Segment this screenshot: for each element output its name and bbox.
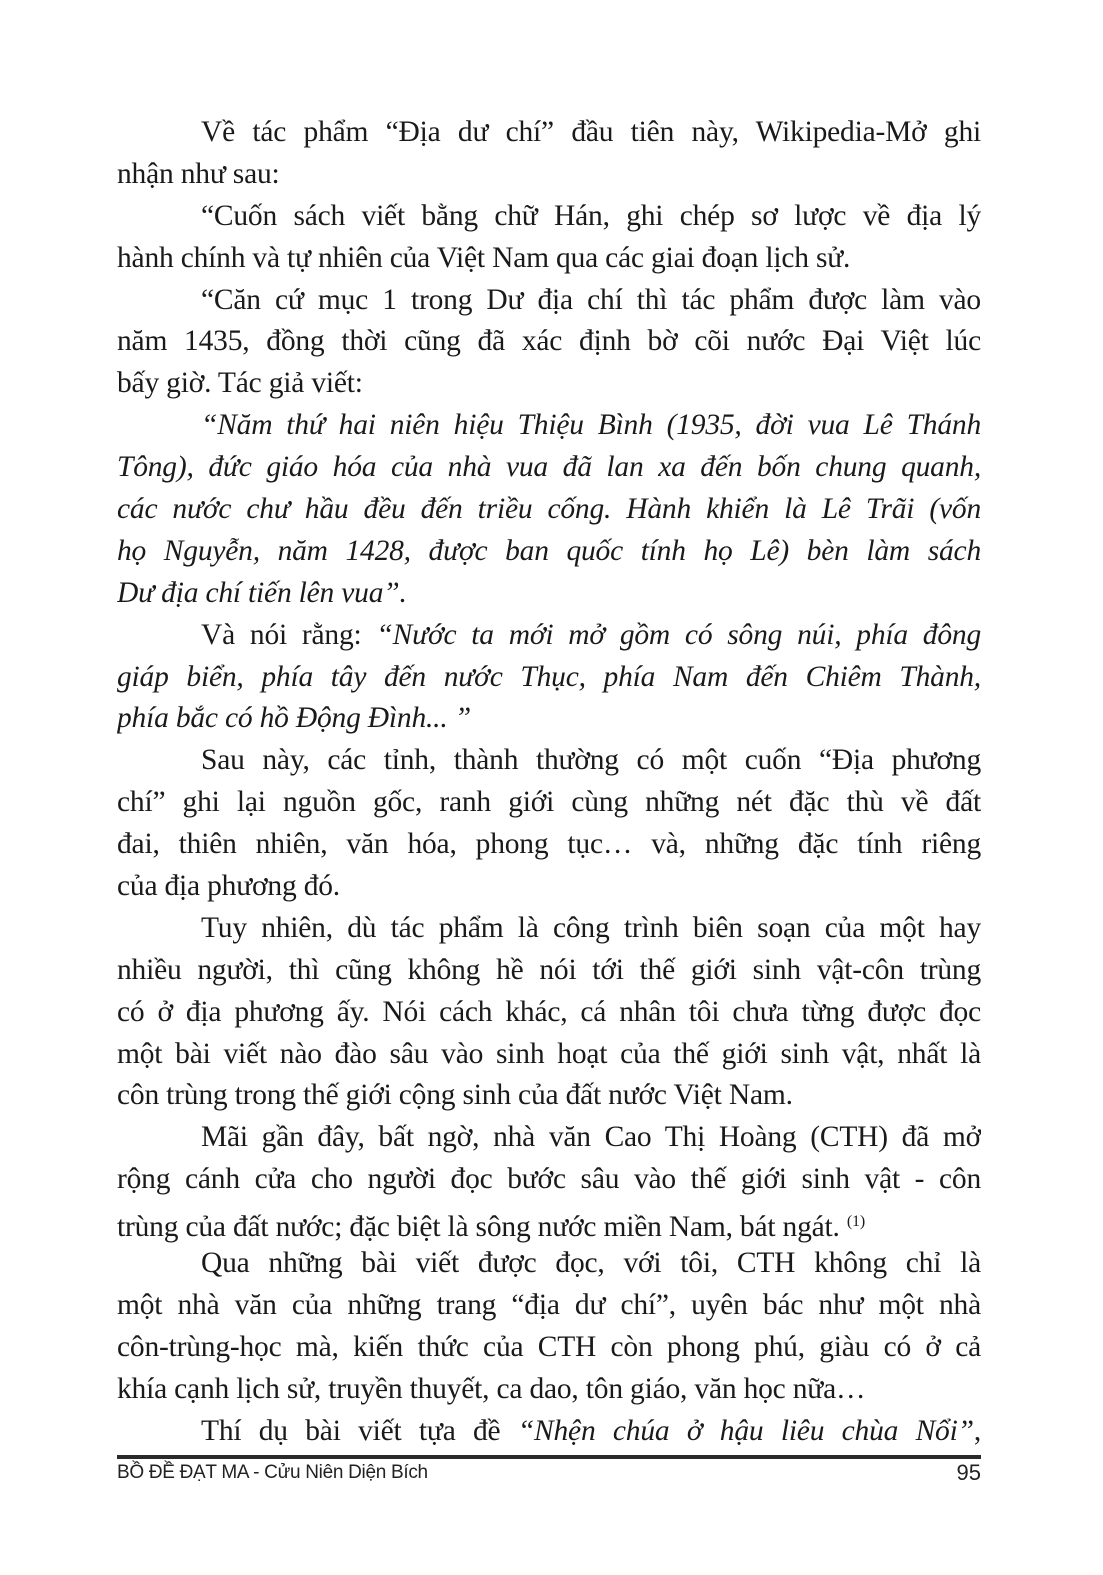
text-line: Mãi gần đây, bất ngờ, nhà văn Cao Thị Hoàng (CTH) đã mở bbox=[201, 1121, 981, 1154]
text-line: nhiều người, thì cũng không hề nói tới thế giới sinh vật-côn trùng bbox=[117, 953, 981, 986]
text-line: Sau này, các tỉnh, thành thường có một cuốn “Địa phương bbox=[201, 744, 981, 777]
footer-divider bbox=[117, 1455, 981, 1459]
text-line: một nhà văn của những trang “địa dư chí”, uyên bác như một nhà bbox=[117, 1288, 981, 1321]
page-footer bbox=[117, 1462, 981, 1490]
text-line: của địa phương đó. bbox=[117, 870, 340, 903]
text-line: “Cuốn sách viết bằng chữ Hán, ghi chép sơ lược về địa lý bbox=[201, 199, 981, 232]
book-title: BỒ ĐỀ ĐẠT MA - Cửu Niên Diện Bích bbox=[117, 1462, 428, 1483]
text-line: một bài viết nào đào sâu vào sinh hoạt của thế giới sinh vật, nhất là bbox=[117, 1037, 981, 1070]
page-number: 95 bbox=[956, 1460, 981, 1485]
text-span: , bbox=[973, 1414, 981, 1447]
text-line: rộng cánh cửa cho người đọc bước sâu vào thế giới sinh vật - côn bbox=[117, 1163, 981, 1196]
footnote-marker[interactable]: (1) bbox=[846, 1213, 865, 1231]
quote-line: Dư địa chí tiến lên vua”. bbox=[117, 576, 407, 609]
quote-line: họ Nguyễn, năm 1428, được ban quốc tính họ Lê) bèn làm sách bbox=[117, 534, 981, 567]
text-line: đai, thiên nhiên, văn hóa, phong tục… và, những đặc tính riêng bbox=[117, 828, 981, 861]
text-line: có ở địa phương ấy. Nói cách khác, cá nhân tôi chưa từng được đọc bbox=[117, 995, 981, 1028]
text-line: Về tác phẩm “Địa dư chí” đầu tiên này, Wikipedia-Mở ghi bbox=[201, 116, 981, 148]
text-line: bấy giờ. Tác giả viết: bbox=[117, 367, 363, 400]
text-line: “Căn cứ mục 1 trong Dư địa chí thì tác phẩm được làm vào bbox=[201, 283, 981, 316]
quote-line: phía bắc có hồ Động Đình... ” bbox=[117, 702, 471, 735]
quote-line: các nước chư hầu đều đến triều cống. Hành khiển là Lê Trãi (vốn bbox=[117, 493, 981, 526]
article-title: “Nhện chúa ở hậu liêu chùa Nổi” bbox=[517, 1414, 974, 1447]
text-line: Qua những bài viết được đọc, với tôi, CTH không chỉ là bbox=[201, 1247, 981, 1280]
text-span: Thí dụ bài viết tựa đề bbox=[201, 1414, 518, 1447]
body-text bbox=[117, 112, 981, 1453]
text-line: chí” ghi lại nguồn gốc, ranh giới cùng những nét đặc thù về đất bbox=[117, 786, 981, 819]
text-line: nhận như sau: bbox=[117, 157, 280, 190]
text-line: côn trùng trong thế giới cộng sinh của đất nước Việt Nam. bbox=[117, 1079, 793, 1112]
quote-line: “Năm thứ hai niên hiệu Thiệu Bình (1935, đời vua Lê Thánh bbox=[201, 409, 981, 442]
text-line: côn-trùng-học mà, kiến thức của CTH còn phong phú, giàu có ở cả bbox=[117, 1330, 981, 1363]
text-line bbox=[117, 615, 981, 657]
text-line: năm 1435, đồng thời cũng đã xác định bờ cõi nước Đại Việt lúc bbox=[117, 325, 981, 358]
text-line: khía cạnh lịch sử, truyền thuyết, ca dao, tôn giáo, văn học nữa… bbox=[117, 1372, 866, 1405]
quote-text: “Nước ta mới mở gồm có sông núi, phía đông bbox=[376, 618, 981, 651]
quote-line: Tông), đức giáo hóa của nhà vua đã lan xa đến bốn chung quanh, bbox=[117, 451, 981, 484]
text-line: hành chính và tự nhiên của Việt Nam qua các giai đoạn lịch sử. bbox=[117, 241, 851, 274]
text-line bbox=[117, 1411, 981, 1453]
quote-intro: Và nói rằng: bbox=[201, 618, 377, 651]
text-line bbox=[117, 1201, 981, 1243]
quote-line: giáp biển, phía tây đến nước Thục, phía Nam đến Chiêm Thành, bbox=[117, 660, 981, 693]
text-span: trùng của đất nước; đặc biệt là sông nước miền Nam, bát ngát. bbox=[117, 1211, 847, 1244]
text-line: Tuy nhiên, dù tác phẩm là công trình biên soạn của một hay bbox=[201, 911, 981, 944]
